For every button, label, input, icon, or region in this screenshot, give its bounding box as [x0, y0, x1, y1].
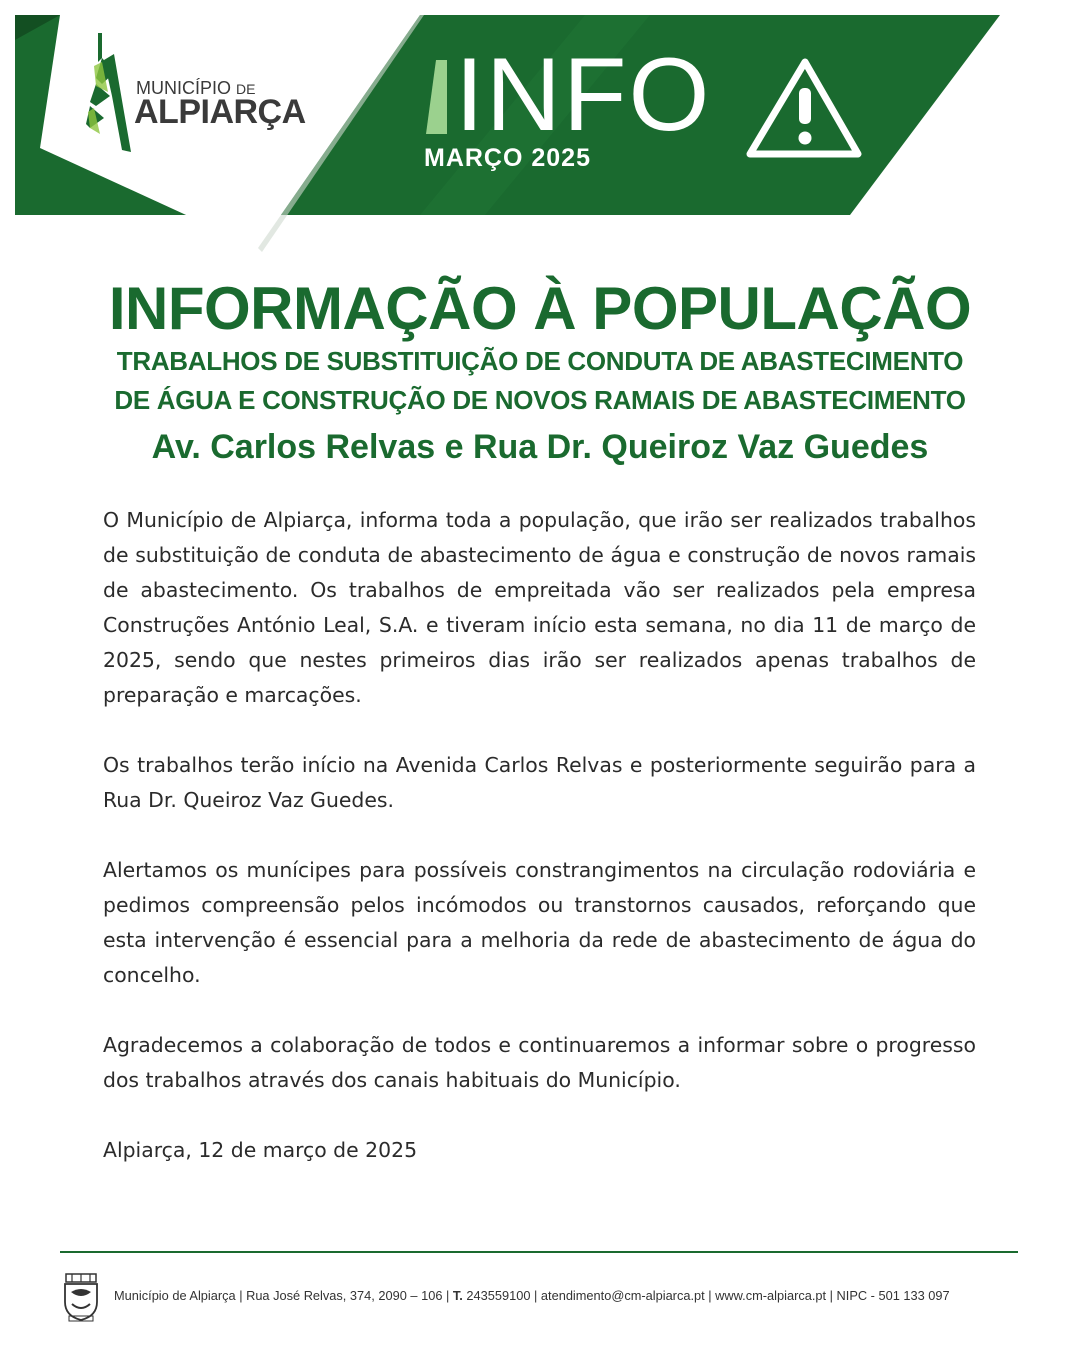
page-title: INFORMAÇÃO À POPULAÇÃO [108, 275, 972, 342]
paragraph-2: Os trabalhos terão início na Avenida Carlos Relvas e posteriormente seguirão para a Rua Dr. Queiroz Vaz Guedes. [103, 753, 976, 812]
footer-email-link[interactable]: atendimento@cm-alpiarca.pt [540, 1288, 705, 1303]
location-heading: Av. Carlos Relvas e Rua Dr. Queiroz Vaz Guedes [151, 428, 929, 466]
footer-website-link[interactable]: www.cm-alpiarca.pt [715, 1288, 827, 1303]
notice-body [103, 503, 976, 1203]
footer-phone-label: T. [452, 1288, 463, 1303]
subtitle-line-2: DE ÁGUA E CONSTRUÇÃO DE NOVOS RAMAIS DE ABASTECIMENTO [114, 385, 966, 415]
logo-de-text: DE [236, 81, 256, 97]
footer-divider [60, 1251, 1018, 1253]
paragraph-1: O Município de Alpiarça, informa toda a população, que irão ser realizados trabalhos de substituição de conduta de abastecimento de água e construção de novos ramais de abastecimento. Os trabalhos de empreitada vão ser realizados pela empresa Construções António Leal, S.A. e tiveram início esta semana, no dia 11 de março de 2025, sendo que nestes primeiros dias irão ser realizados apenas trabalhos de preparação e marcações. [103, 508, 976, 707]
municipal-crest-icon [60, 1272, 102, 1322]
signature-date: Alpiarça, 12 de março de 2025 [103, 1138, 418, 1162]
paragraph-4: Agradecemos a colaboração de todos e continuaremos a informar sobre o progresso dos trabalhos através dos canais habituais do Município. [103, 1033, 976, 1092]
info-heading: INFO [455, 37, 712, 153]
footer-nipc: 501 133 097 [878, 1288, 950, 1303]
logo-municipio-text: MUNICÍPIO [136, 78, 232, 98]
logo-alpiarca-text: ALPIARÇA [134, 93, 306, 131]
footer-entity: Município de Alpiarça [114, 1288, 236, 1303]
info-date: MARÇO 2025 [424, 144, 591, 172]
footer-phone: 243559100 [466, 1288, 531, 1303]
subtitle-line-1: TRABALHOS DE SUBSTITUIÇÃO DE CONDUTA DE ABASTECIMENTO [116, 346, 964, 376]
footer-contact: Município de Alpiarça | Rua José Relvas, 374, 2090 – 106 | T. 243559100 | atendimento@cm-alpiarca.pt | www.cm-alpiarca.pt | NIPC - 501 133 097 [114, 1288, 950, 1303]
footer-address: Rua José Relvas, 374, 2090 – 106 [246, 1288, 443, 1303]
footer-nipc-label: NIPC - [836, 1288, 875, 1303]
paragraph-3: Alertamos os munícipes para possíveis constrangimentos na circulação rodoviária e pedimos compreensão pelos incómodos ou transtornos causados, reforçando que esta intervenção é essencial para a melhoria da rede de abastecimento de água do concelho. [103, 858, 976, 987]
